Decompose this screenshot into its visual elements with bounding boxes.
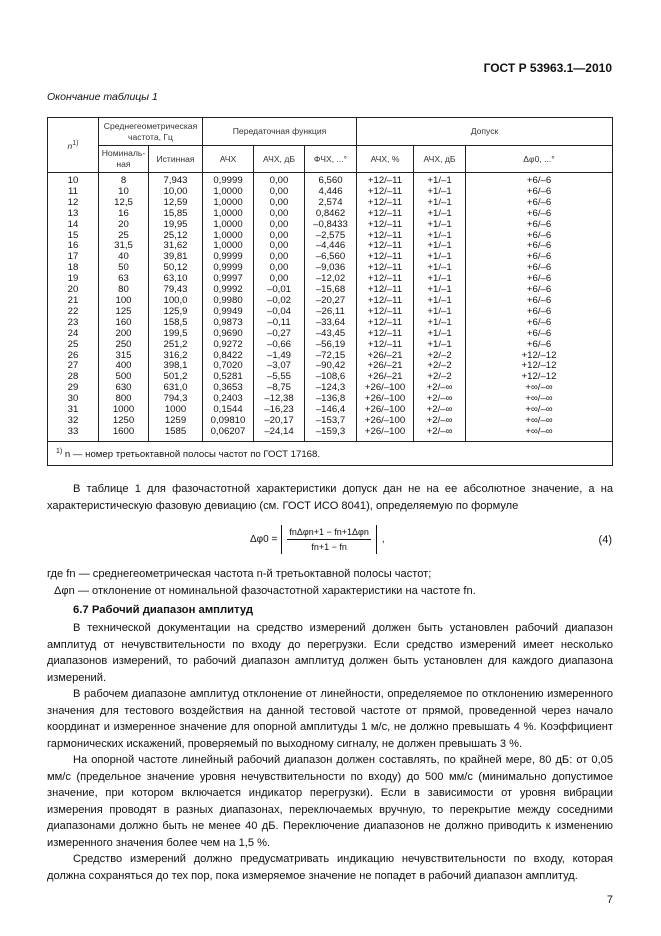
table-cell: +12/–11: [357, 220, 414, 231]
table-cell: 0,00: [254, 241, 305, 252]
page-number: 7: [606, 894, 613, 906]
paragraph: В рабочем диапазоне амплитуд отклонение от линейности, определяемое по отклонению измеренного значения для тестового воздействия на данной тестовой частоте от прямой, проведенной через начало координат и измеренное значение для опорной амплитуды 1 м/с, не должно превышать 4 %. Коэффициент гармонических искажений, проверяемый по выходному сигналу, не должен превышать 3 %.: [47, 688, 613, 750]
table-cell: +1/–1: [414, 340, 466, 351]
table-cell: +12/–11: [357, 340, 414, 351]
header-tolerance: Допуск: [357, 118, 613, 146]
table-cell: 19,95: [149, 220, 203, 231]
table-cell: 7,943: [149, 173, 203, 187]
table-cell: 11: [48, 187, 99, 198]
table-cell: 251,2: [149, 340, 203, 351]
table-cell: 100: [99, 296, 149, 307]
table-cell: 0,9980: [203, 296, 254, 307]
table-cell: –2,575: [305, 231, 357, 242]
table-cell: –4,446: [305, 241, 357, 252]
table-cell: +12/–12: [466, 361, 613, 372]
table-body: [48, 173, 613, 442]
table-cell: +6/–6: [466, 329, 613, 340]
table-cell: 6,560: [305, 173, 357, 187]
table-cell: 1000: [99, 405, 149, 416]
table-cell: 14: [48, 220, 99, 231]
table-cell: –90,42: [305, 361, 357, 372]
table-cell: +6/–6: [466, 187, 613, 198]
table-row: [48, 329, 613, 340]
table-cell: 0,8462: [305, 209, 357, 220]
table-row: [48, 427, 613, 441]
table-cell: –20,27: [305, 296, 357, 307]
table-cell: 400: [99, 361, 149, 372]
table-cell: +12/–11: [357, 231, 414, 242]
table-cell: 26: [48, 351, 99, 362]
table-cell: +6/–6: [466, 285, 613, 296]
table-cell: 125: [99, 307, 149, 318]
formula-comma: ,: [381, 534, 385, 545]
table-cell: +12/–12: [466, 372, 613, 383]
table-cell: 2,574: [305, 198, 357, 209]
table-cell: +2/–∞: [414, 394, 466, 405]
table-cell: 0,00: [254, 173, 305, 187]
table-cell: 13: [48, 209, 99, 220]
table-cell: 1000: [149, 405, 203, 416]
table-cell: 31,62: [149, 241, 203, 252]
where-block: [47, 566, 613, 599]
table-cell: +12/–11: [357, 252, 414, 263]
table-cell: 50,12: [149, 263, 203, 274]
table-row: [48, 209, 613, 220]
table-cell: 23: [48, 318, 99, 329]
table-cell: 0,9992: [203, 285, 254, 296]
table-cell: 24: [48, 329, 99, 340]
table-cell: 0,06207: [203, 427, 254, 441]
table-cell: 1600: [99, 427, 149, 441]
table-cell: –24,14: [254, 427, 305, 441]
table-cell: 158,5: [149, 318, 203, 329]
table-cell: 25,12: [149, 231, 203, 242]
table-cell: 79,43: [149, 285, 203, 296]
table-cell: +1/–1: [414, 296, 466, 307]
table-cell: 32: [48, 416, 99, 427]
table-cell: +12/–11: [357, 329, 414, 340]
table-cell: 0,9999: [203, 252, 254, 263]
table-cell: 0,00: [254, 187, 305, 198]
table-cell: –33,64: [305, 318, 357, 329]
table-cell: –0,8433: [305, 220, 357, 231]
table-cell: –72,15: [305, 351, 357, 362]
table-cell: 0,2403: [203, 394, 254, 405]
table-cell: +∞/–∞: [466, 394, 613, 405]
header-fchx: ФЧХ, ...°: [305, 146, 357, 173]
table-cell: 29: [48, 383, 99, 394]
paragraph: На опорной частоте линейный рабочий диапазон должен составлять, по крайней мере, 80 дБ: от 0,05 мм/с (предельное значение уровня нечувствительности по входу) до 500 мм/с (минимально допустимое значение, при котором включается индикатор перегрузки). Если в зависимости от уровня вибрации измерения проводят в разных диапазонах, переключаемых вручную, то перекрытие между соседними диапазонами должно быть не менее 40 дБ. Переключение диапазонов не должно приводить к изменению измеренного значения более чем на 1,5 %.: [47, 754, 613, 849]
table-cell: +26/–100: [357, 427, 414, 441]
table-cell: +2/–∞: [414, 427, 466, 441]
paragraph: В технической документации на средство измерений должен быть установлен рабочий диапазон амплитуд от нечувствительности по входу до перегрузки. Если средство измерений имеет несколько диапазонов измерений, то рабочий диапазон амплитуд должен быть установлен для каждого диапазона измерений.: [47, 622, 613, 684]
table-cell: 16: [99, 209, 149, 220]
table-cell: 63: [99, 274, 149, 285]
where-line: Δφn — отклонение от номинальной фазочастотной характеристики на частоте fn.: [54, 584, 476, 597]
table-cell: 631,0: [149, 383, 203, 394]
table-cell: +26/–21: [357, 361, 414, 372]
table-cell: –159,3: [305, 427, 357, 441]
table-cell: 200: [99, 329, 149, 340]
table-cell: +12/–11: [357, 318, 414, 329]
table-cell: +6/–6: [466, 252, 613, 263]
header-n: $n^{1)}$: [48, 118, 99, 173]
table-cell: 800: [99, 394, 149, 405]
table-cell: 27: [48, 361, 99, 372]
frequency-response-table: [47, 117, 613, 466]
table-cell: +2/–2: [414, 372, 466, 383]
text-flow: [47, 566, 613, 929]
table-cell: 12: [48, 198, 99, 209]
table-cell: +12/–11: [357, 263, 414, 274]
table-cell: 250: [99, 340, 149, 351]
table-cell: –3,07: [254, 361, 305, 372]
table-cell: 10: [48, 173, 99, 187]
table-cell: 125,9: [149, 307, 203, 318]
table-cell: +6/–6: [466, 231, 613, 242]
table-cell: 315: [99, 351, 149, 362]
table-footnote: $^{1)}$ n — номер третьоктавной полосы частот по ГОСТ 17168.: [48, 441, 613, 465]
table-caption: Окончание таблицы 1: [47, 91, 158, 103]
table-cell: 0,9690: [203, 329, 254, 340]
table-cell: 22: [48, 307, 99, 318]
table-row: [48, 340, 613, 351]
table-cell: +1/–1: [414, 307, 466, 318]
table-cell: –108,6: [305, 372, 357, 383]
table-cell: 0,9272: [203, 340, 254, 351]
table-cell: –9,036: [305, 263, 357, 274]
table-cell: 0,00: [254, 198, 305, 209]
table-cell: 0,3653: [203, 383, 254, 394]
table-cell: +1/–1: [414, 173, 466, 187]
header-achx: АЧХ: [203, 146, 254, 173]
table-cell: 0,09810: [203, 416, 254, 427]
table-cell: +12/–12: [466, 351, 613, 362]
table-cell: 316,2: [149, 351, 203, 362]
formula-numerator: fnΔφn+1 − fn+1Δφn: [287, 527, 371, 540]
table-cell: 0,00: [254, 231, 305, 242]
table-cell: –6,560: [305, 252, 357, 263]
table-cell: –20,17: [254, 416, 305, 427]
table-cell: 10,00: [149, 187, 203, 198]
table-cell: 17: [48, 252, 99, 263]
table-cell: 8: [99, 173, 149, 187]
table-cell: 25: [99, 231, 149, 242]
table-cell: +6/–6: [466, 318, 613, 329]
table-cell: 50: [99, 263, 149, 274]
table-cell: +6/–6: [466, 209, 613, 220]
table-cell: 0,8422: [203, 351, 254, 362]
table-cell: 0,00: [254, 209, 305, 220]
header-tol-achx-pct: АЧХ, %: [357, 146, 414, 173]
section-body: [47, 620, 613, 884]
table-cell: +12/–11: [357, 274, 414, 285]
table-cell: +6/–6: [466, 340, 613, 351]
table-cell: +2/–∞: [414, 405, 466, 416]
table-cell: +26/–21: [357, 351, 414, 362]
table-cell: +12/–11: [357, 285, 414, 296]
intro-paragraph: В таблице 1 для фазочастотной характеристики допуск дан не на ее абсолютное значение, а на характеристическую фазовую девиацию (см. ГОСТ ИСО 8041), определяемую по формуле: [47, 483, 613, 512]
table-cell: 1,0000: [203, 187, 254, 198]
table-cell: –12,38: [254, 394, 305, 405]
header-transfer-function: Передаточная функция: [203, 118, 357, 146]
table-cell: 500: [99, 372, 149, 383]
table-cell: +1/–1: [414, 241, 466, 252]
table-cell: +6/–6: [466, 263, 613, 274]
formula: [250, 525, 385, 554]
table-cell: –153,7: [305, 416, 357, 427]
header-true: Истинная: [149, 146, 203, 173]
table-cell: 160: [99, 318, 149, 329]
table-cell: 30: [48, 394, 99, 405]
table-cell: –0,02: [254, 296, 305, 307]
table-cell: 20: [99, 220, 149, 231]
table-cell: 0,7020: [203, 361, 254, 372]
table-cell: 0,5281: [203, 372, 254, 383]
table-cell: +2/–∞: [414, 416, 466, 427]
table-cell: –0,11: [254, 318, 305, 329]
table-cell: +6/–6: [466, 296, 613, 307]
table-cell: 501,2: [149, 372, 203, 383]
table-cell: –136,8: [305, 394, 357, 405]
table-cell: –1,49: [254, 351, 305, 362]
table-cell: 20: [48, 285, 99, 296]
table-cell: –43,45: [305, 329, 357, 340]
table-cell: 794,3: [149, 394, 203, 405]
formula-denominator: fn+1 − fn: [311, 542, 347, 552]
table-cell: +6/–6: [466, 198, 613, 209]
table-cell: 1,0000: [203, 209, 254, 220]
table-cell: +6/–6: [466, 220, 613, 231]
header-frequency: Среднегеометрическая частота, Гц: [99, 118, 203, 146]
table-cell: +1/–1: [414, 274, 466, 285]
where-line: где fn — среднегеометрическая частота n-й третьоктавной полосы частот;: [47, 568, 432, 580]
table-cell: 19: [48, 274, 99, 285]
table-cell: 21: [48, 296, 99, 307]
table-cell: 0,00: [254, 220, 305, 231]
table-cell: 398,1: [149, 361, 203, 372]
table-cell: +12/–11: [357, 241, 414, 252]
table-cell: 28: [48, 372, 99, 383]
table-cell: 0,9999: [203, 263, 254, 274]
table-cell: +26/–21: [357, 372, 414, 383]
table-cell: 4,446: [305, 187, 357, 198]
table-cell: +26/–100: [357, 383, 414, 394]
table-cell: 0,9949: [203, 307, 254, 318]
table-cell: –8,75: [254, 383, 305, 394]
table-cell: 39,81: [149, 252, 203, 263]
table-cell: 0,9997: [203, 274, 254, 285]
formula-lhs: Δφ0 =: [250, 534, 278, 545]
table-cell: 31,5: [99, 241, 149, 252]
document-id: ГОСТ Р 53963.1—2010: [483, 61, 612, 75]
table-cell: 15: [48, 231, 99, 242]
table-cell: 10: [99, 187, 149, 198]
table-cell: –0,66: [254, 340, 305, 351]
table-cell: +12/–11: [357, 209, 414, 220]
table-cell: +1/–1: [414, 209, 466, 220]
table-cell: –26,11: [305, 307, 357, 318]
table-cell: 1250: [99, 416, 149, 427]
header-tol-phase: Δφ0, ...°: [466, 146, 613, 173]
table-cell: –124,3: [305, 383, 357, 394]
table-cell: +2/–∞: [414, 383, 466, 394]
table-cell: +1/–1: [414, 220, 466, 231]
table-cell: +26/–100: [357, 416, 414, 427]
table-cell: –5,55: [254, 372, 305, 383]
table-cell: 0,1544: [203, 405, 254, 416]
table-cell: 0,9873: [203, 318, 254, 329]
table-cell: +2/–2: [414, 361, 466, 372]
section-heading: 6.7 Рабочий диапазон амплитуд: [73, 604, 254, 616]
table-cell: 16: [48, 241, 99, 252]
table-cell: 12,5: [99, 198, 149, 209]
table-cell: 0,00: [254, 252, 305, 263]
table-cell: +∞/–∞: [466, 427, 613, 441]
table-cell: +1/–1: [414, 187, 466, 198]
table-cell: –16,23: [254, 405, 305, 416]
table-cell: –0,01: [254, 285, 305, 296]
table-cell: 100,0: [149, 296, 203, 307]
table-cell: –0,04: [254, 307, 305, 318]
table-cell: +1/–1: [414, 252, 466, 263]
table-cell: +26/–100: [357, 405, 414, 416]
table-cell: 15,85: [149, 209, 203, 220]
table-cell: 12,59: [149, 198, 203, 209]
equation-number: (4): [598, 534, 612, 546]
table-cell: 40: [99, 252, 149, 263]
table-cell: 1,0000: [203, 220, 254, 231]
table-cell: 25: [48, 340, 99, 351]
table-cell: +26/–100: [357, 394, 414, 405]
table-cell: 0,00: [254, 274, 305, 285]
table-cell: –12,02: [305, 274, 357, 285]
table-cell: 0,9999: [203, 173, 254, 187]
table-cell: 0,00: [254, 263, 305, 274]
table-cell: –0,27: [254, 329, 305, 340]
table-cell: –146,4: [305, 405, 357, 416]
table-cell: 1259: [149, 416, 203, 427]
table-cell: –56,19: [305, 340, 357, 351]
table-cell: +6/–6: [466, 307, 613, 318]
table-row: [48, 173, 613, 187]
table-cell: +1/–1: [414, 329, 466, 340]
table-cell: +12/–11: [357, 307, 414, 318]
table-cell: 18: [48, 263, 99, 274]
table-cell: 1585: [149, 427, 203, 441]
table-cell: +∞/–∞: [466, 416, 613, 427]
table-cell: 63,10: [149, 274, 203, 285]
table-cell: 199,5: [149, 329, 203, 340]
table-cell: +6/–6: [466, 274, 613, 285]
table-cell: +1/–1: [414, 285, 466, 296]
table-cell: 33: [48, 427, 99, 441]
table-cell: +6/–6: [466, 173, 613, 187]
table-cell: 1,0000: [203, 241, 254, 252]
header-nominal: Номиналь-ная: [99, 146, 149, 173]
table-cell: 31: [48, 405, 99, 416]
table-cell: +6/–6: [466, 241, 613, 252]
table-cell: +∞/–∞: [466, 405, 613, 416]
table-cell: 1,0000: [203, 231, 254, 242]
header-achx-db: АЧХ, дБ: [254, 146, 305, 173]
table-cell: +1/–1: [414, 263, 466, 274]
table-cell: 1,0000: [203, 198, 254, 209]
table-row: [48, 220, 613, 231]
table-cell: +2/–2: [414, 351, 466, 362]
paragraph: Средство измерений должно предусматривать индикацию нечувствительности по входу, которая должна сохраняться до тех пор, пока измеряемое значение не попадет в рабочий диапазон амплитуд.: [47, 853, 613, 882]
table-cell: +12/–11: [357, 296, 414, 307]
table-cell: +1/–1: [414, 318, 466, 329]
table-cell: +∞/–∞: [466, 383, 613, 394]
header-tol-achx-db: АЧХ, дБ: [414, 146, 466, 173]
table-cell: +12/–11: [357, 173, 414, 187]
table-cell: +1/–1: [414, 198, 466, 209]
table-cell: –15,68: [305, 285, 357, 296]
table-cell: +12/–11: [357, 187, 414, 198]
table-cell: 630: [99, 383, 149, 394]
table-cell: +1/–1: [414, 231, 466, 242]
table-cell: 80: [99, 285, 149, 296]
table-cell: +12/–11: [357, 198, 414, 209]
